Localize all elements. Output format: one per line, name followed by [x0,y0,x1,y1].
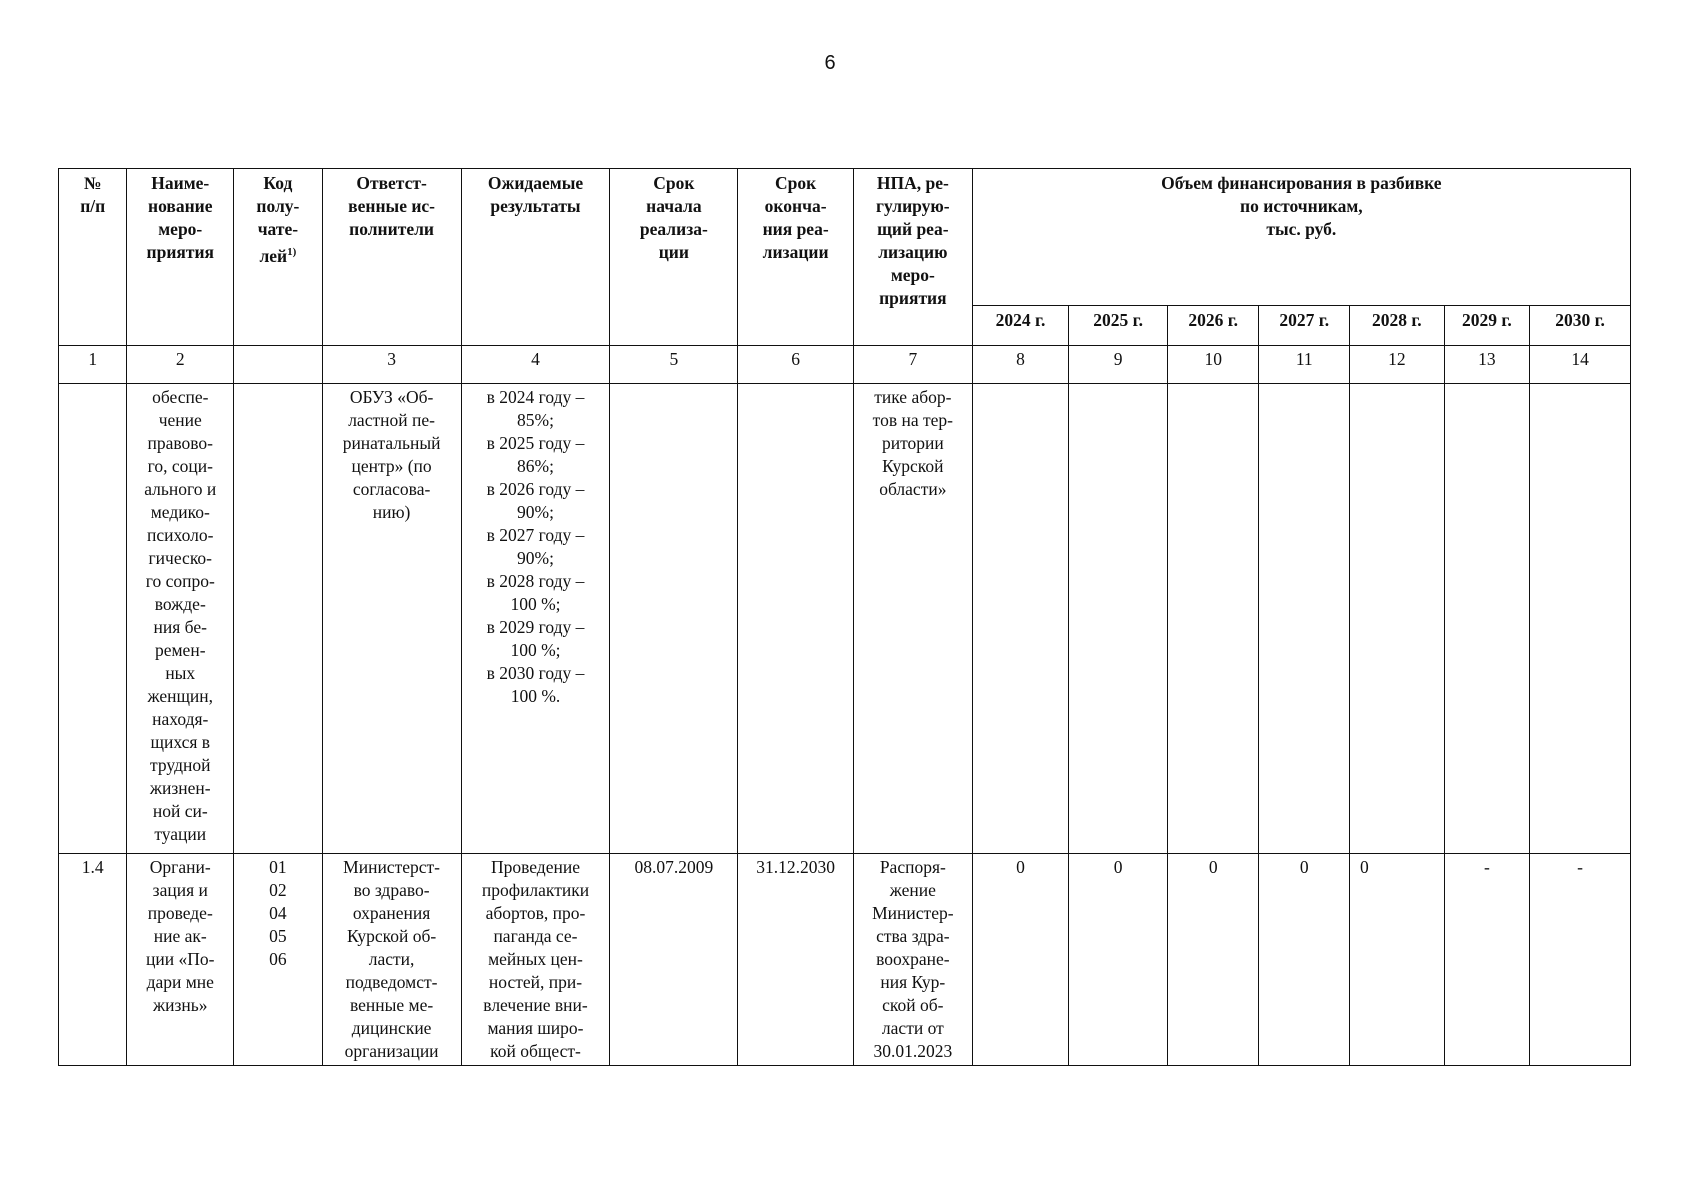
cell-number: 1.4 [59,854,127,1066]
cell-expected-results: в 2024 году – 85%; в 2025 году – 86%; в 2026 году – 90%; в 2027 году – 90%; в 2028 году – 100 %; в 2029 году – 100 %; в 2030 году – 100 %. [461,384,610,854]
column-number: 10 [1167,346,1259,384]
header-recipient-code-text: Код полу- чате- лей [256,173,300,266]
cell-end-date [738,384,854,854]
header-year: 2027 г. [1259,306,1350,346]
header-start-date: Срок начала реализа- ции [610,169,738,346]
measures-table [58,168,1631,1066]
cell-executors: Министерст- во здраво- охранения Курской об- ласти, подведомст- венные ме- дицинские организации [322,854,461,1066]
column-number: 5 [610,346,738,384]
cell-2029: - [1444,854,1530,1066]
cell-2027: 0 [1259,854,1350,1066]
cell-2030: - [1530,854,1631,1066]
column-number: 2 [127,346,234,384]
cell-2024: 0 [972,854,1069,1066]
cell-2026: 0 [1167,854,1259,1066]
column-number: 3 [322,346,461,384]
column-number-row [59,346,1631,384]
cell-npa: Распоря- жение Министер- ства здра- воохране- ния Кур- ской об- ласти от 30.01.2023 [853,854,972,1066]
cell-2029 [1444,384,1530,854]
page-number: 6 [824,52,836,74]
header-expected-results: Ожидаемые результаты [461,169,610,346]
cell-recipient-code [234,384,323,854]
cell-2027 [1259,384,1350,854]
cell-2028: 0 [1350,854,1445,1066]
cell-2025: 0 [1069,854,1168,1066]
header-year: 2030 г. [1530,306,1631,346]
table-row-continuation [59,384,1631,854]
column-number: 4 [461,346,610,384]
cell-2025 [1069,384,1168,854]
cell-npa: тике абор- тов на тер- ритории Курской области» [853,384,972,854]
header-year: 2025 г. [1069,306,1168,346]
cell-2028 [1350,384,1445,854]
header-measure-name: Наиме- нование меро- приятия [127,169,234,346]
header-executors: Ответст- венные ис- полнители [322,169,461,346]
header-number: № п/п [59,169,127,346]
column-number: 9 [1069,346,1168,384]
cell-recipient-code: 01 02 04 05 06 [234,854,323,1066]
cell-2024 [972,384,1069,854]
header-year: 2029 г. [1444,306,1530,346]
column-number: 8 [972,346,1069,384]
column-number: 1 [59,346,127,384]
header-recipient-code [234,169,323,346]
column-number: 13 [1444,346,1530,384]
cell-end-date: 31.12.2030 [738,854,854,1066]
header-end-date: Срок оконча- ния реа- лизации [738,169,854,346]
cell-start-date: 08.07.2009 [610,854,738,1066]
table-row-1-4 [59,854,1631,1066]
cell-executors: ОБУЗ «Об- ластной пе- ринатальный центр» (по согласова- нию) [322,384,461,854]
column-number: 12 [1350,346,1445,384]
header-financing: Объем финансирования в разбивке по источникам, тыс. руб. [972,169,1630,306]
header-year: 2028 г. [1350,306,1445,346]
column-number: 14 [1530,346,1631,384]
header-year: 2024 г. [972,306,1069,346]
column-number: 7 [853,346,972,384]
cell-measure-name: Органи- зация и проведе- ние ак- ции «По- дари мне жизнь» [127,854,234,1066]
header-year: 2026 г. [1167,306,1259,346]
column-number [234,346,323,384]
footnote-marker: 1) [287,246,297,258]
cell-start-date [610,384,738,854]
cell-2026 [1167,384,1259,854]
cell-number [59,384,127,854]
column-number: 6 [738,346,854,384]
column-number: 11 [1259,346,1350,384]
cell-expected-results: Проведение профилактики абортов, про- паганда се- мейных цен- ностей, при- влечение вни- мания широ- кой общест- [461,854,610,1066]
header-npa: НПА, ре- гулирую- щий реа- лизацию меро- приятия [853,169,972,346]
cell-2030 [1530,384,1631,854]
cell-measure-name: обеспе- чение правово- го, соци- ального и медико- психоло- гическо- го сопро- вожде- ния бе- ремен- ных женщин, находя- щихся в трудной жизнен- ной си- туации [127,384,234,854]
